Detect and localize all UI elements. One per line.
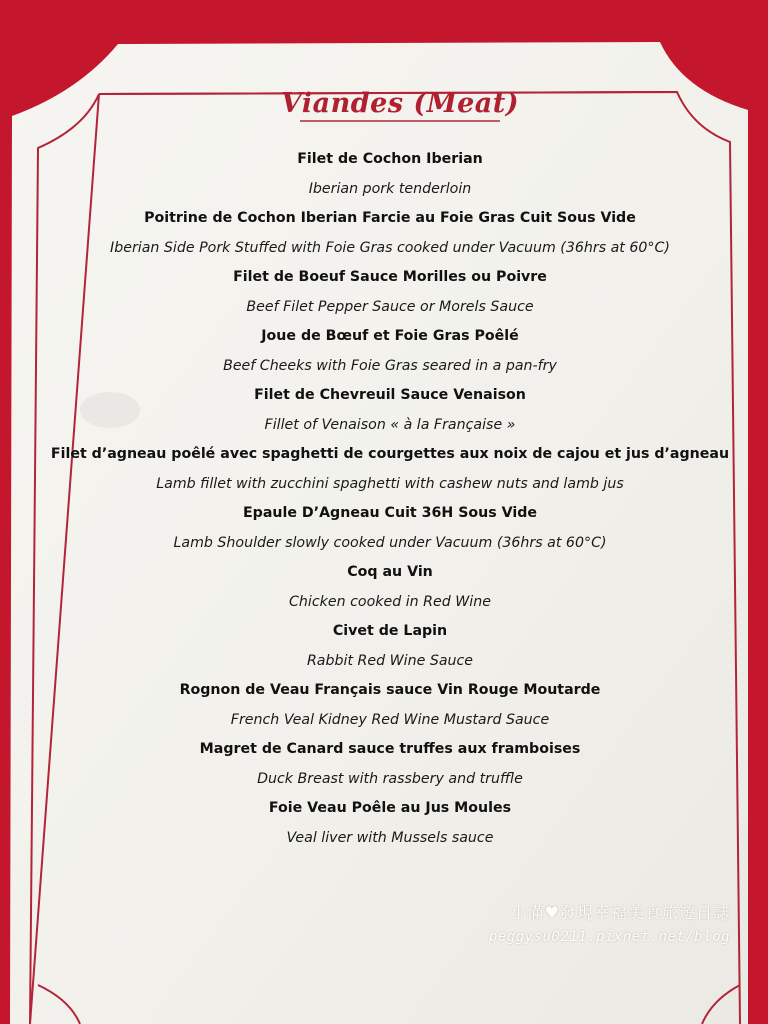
dish-name-en: Beef Cheeks with Foie Gras seared in a pan-fry bbox=[223, 358, 557, 374]
dish-name-en: Rabbit Red Wine Sauce bbox=[306, 653, 474, 669]
dish-name-fr: Magret de Canard sauce truffes aux framboises bbox=[199, 741, 581, 757]
dish-name-en: Duck Breast with rassbery and truffle bbox=[257, 771, 523, 787]
dish-name-en: Beef Filet Pepper Sauce or Morels Sauce bbox=[246, 299, 534, 315]
dish-name-fr: Rognon de Veau Français sauce Vin Rouge Moutarde bbox=[179, 682, 601, 698]
dish-name-fr: Filet de Chevreuil Sauce Venaison bbox=[254, 387, 526, 403]
dish-name-fr: Civet de Lapin bbox=[332, 623, 448, 639]
dish-name-en: Iberian Side Pork Stuffed with Foie Gras cooked under Vacuum (36hrs at 60°C) bbox=[110, 240, 670, 256]
dish-name-fr: Joue de Bœuf et Foie Gras Poêlé bbox=[261, 328, 519, 344]
dish-name-en: Iberian pork tenderloin bbox=[308, 181, 472, 197]
menu-item bbox=[20, 617, 760, 676]
dish-name-fr: Epaule D’Agneau Cuit 36H Sous Vide bbox=[242, 505, 538, 521]
watermark-blog-name: 小滿♥發現幸福美食旅遊日誌 bbox=[510, 903, 730, 922]
watermark-url: peggysu0211.pixnet.net/blog bbox=[488, 929, 730, 945]
dish-name-fr: Foie Veau Poêle au Jus Moules bbox=[268, 800, 512, 816]
menu-item bbox=[20, 676, 760, 735]
menu-item bbox=[20, 794, 760, 853]
dish-name-fr: Filet de Cochon Iberian bbox=[297, 151, 483, 167]
menu-list bbox=[20, 145, 760, 853]
dish-name-en: French Veal Kidney Red Wine Mustard Sauce bbox=[230, 712, 550, 728]
dish-name-en: Veal liver with Mussels sauce bbox=[286, 830, 494, 846]
dish-name-fr: Filet d’agneau poêlé avec spaghetti de courgettes aux noix de cajou et jus d’agneau bbox=[50, 446, 730, 462]
menu-item bbox=[20, 263, 760, 322]
menu-item bbox=[20, 440, 760, 499]
blog-watermark bbox=[489, 900, 730, 945]
menu-item bbox=[20, 145, 760, 204]
dish-name-en: Lamb fillet with zucchini spaghetti with cashew nuts and lamb jus bbox=[156, 476, 624, 492]
menu-item bbox=[20, 735, 760, 794]
menu-item bbox=[20, 322, 760, 381]
menu-item bbox=[20, 558, 760, 617]
dish-name-fr: Poitrine de Cochon Iberian Farcie au Foie Gras Cuit Sous Vide bbox=[144, 210, 636, 226]
dish-name-en: Fillet of Venaison « à la Française » bbox=[264, 417, 516, 433]
menu-item bbox=[20, 204, 760, 263]
dish-name-fr: Filet de Boeuf Sauce Morilles ou Poivre bbox=[233, 269, 547, 285]
menu-item bbox=[20, 381, 760, 440]
dish-name-fr: Coq au Vin bbox=[347, 564, 433, 580]
dish-name-en: Chicken cooked in Red Wine bbox=[289, 594, 491, 610]
section-title: Viandes (Meat) bbox=[280, 88, 520, 119]
dish-name-en: Lamb Shoulder slowly cooked under Vacuum (36hrs at 60°C) bbox=[173, 535, 607, 551]
menu-item bbox=[20, 499, 760, 558]
